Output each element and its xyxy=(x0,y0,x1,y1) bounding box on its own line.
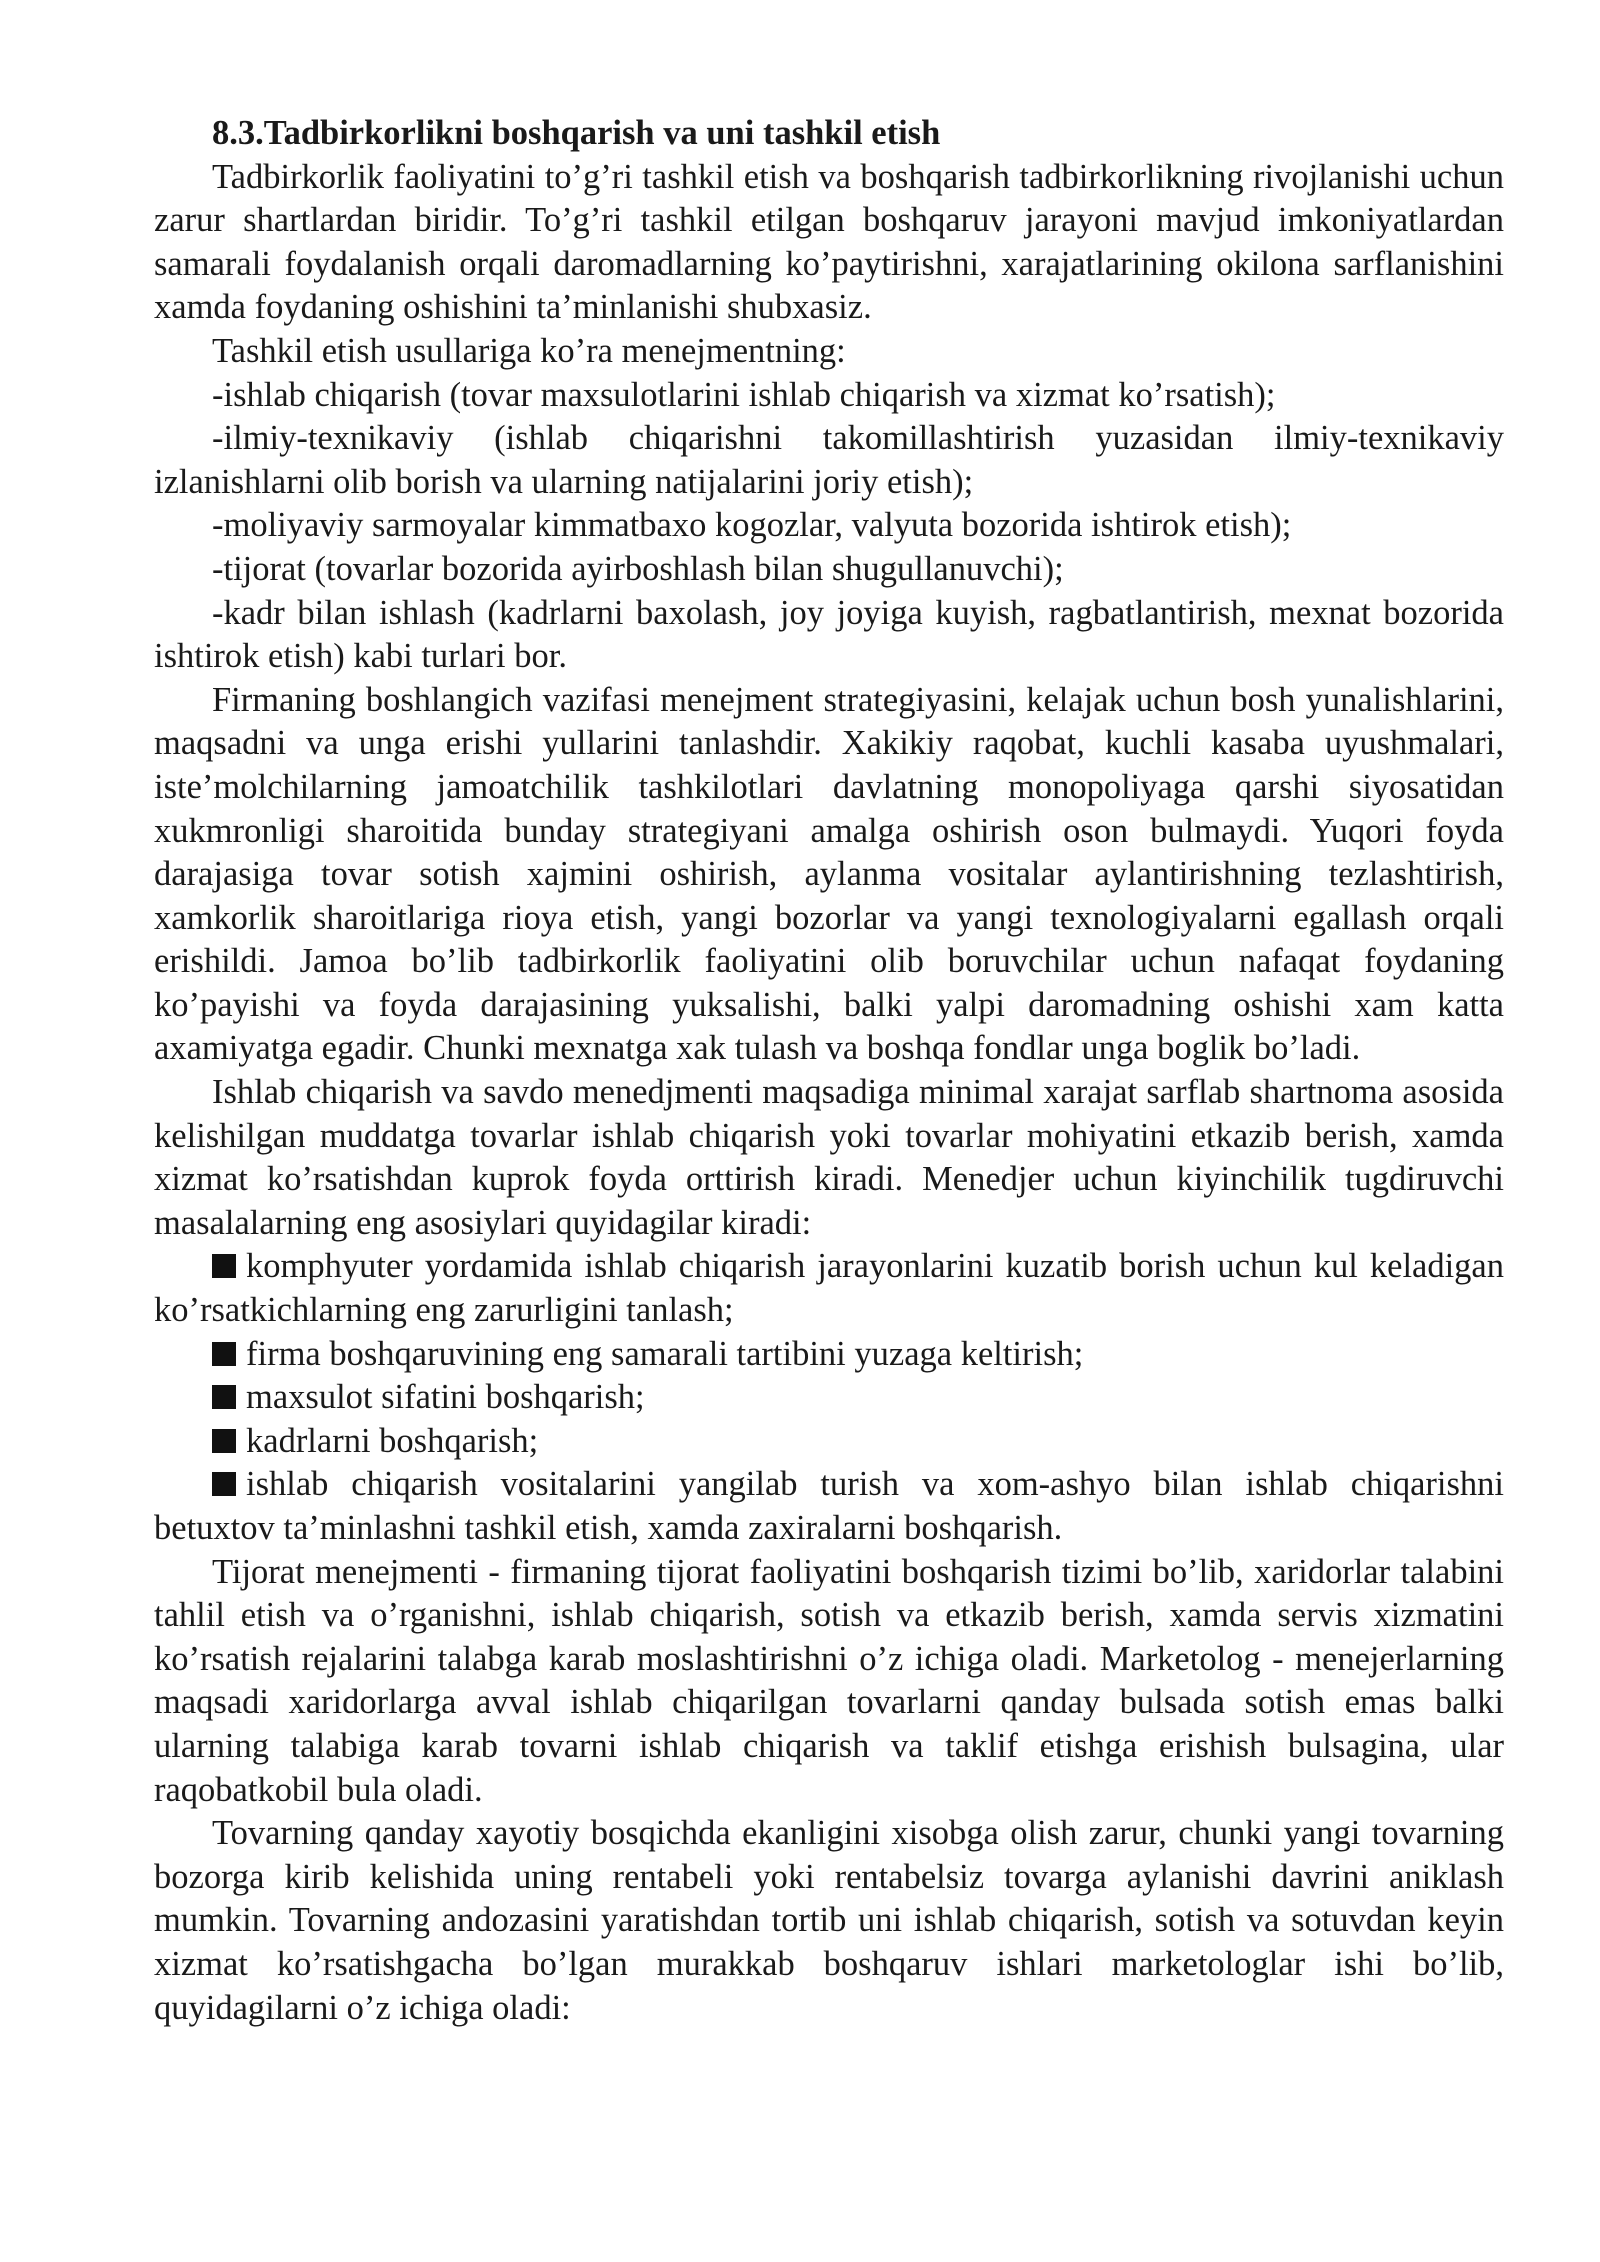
square-bullet-icon xyxy=(212,1385,236,1409)
type-item-production: -ishlab chiqarish (tovar maxsulotlarini ishlab chiqarish va xizmat ko’rsatish); xyxy=(212,375,1276,414)
square-bullet-icon xyxy=(212,1254,236,1278)
bullet-text: ishlab chiqarish vositalarini yangilab turish va xom-ashyo bilan ishlab chiqarishni betuxtov ta’minlashni tashkil etish, xamda zaxiralarni boshqarish. xyxy=(154,1465,1504,1547)
production-paragraph: Ishlab chiqarish va savdo menedjmenti maqsadiga minimal xarajat sarflab shartnoma asosida kelishilgan muddatga tovarlar ishlab chiqarish yoki tovarlar mohiyatini etkazib berish, xamda xizmat ko’rsatishdan kuprok foyda orttirish kiradi. Menedjer uchun kiyinchilik tugdiruvchi masalalarning eng asosiylari quyidagilar kiradi: xyxy=(154,1073,1504,1242)
types-lead-paragraph: Tashkil etish usullariga ko’ra menejmentning: xyxy=(212,331,846,370)
square-bullet-icon xyxy=(212,1342,236,1366)
type-item-financial: -moliyaviy sarmoyalar kimmatbaxo kogozlar, valyuta bozorida ishtirok etish); xyxy=(212,506,1292,545)
type-item-personnel: -kadr bilan ishlash (kadrlarni baxolash, joy joyiga kuyish, ragbatlantirish, mexnat bozorida ishtirok etish) kabi turlari bor. xyxy=(154,593,1504,676)
type-item-commerce: -tijorat (tovarlar bozorida ayirboshlash bilan shugullanuvchi); xyxy=(212,549,1064,588)
type-item-scientific: -ilmiy-texnikaviy (ishlab chiqarishni takomillashtirish yuzasidan ilmiy-texnikaviy izlanishlarni olib borish va ularning natijalarini joriy etish); xyxy=(154,419,1504,501)
bullet-item xyxy=(154,1463,1504,1550)
bullet-item xyxy=(154,1333,1504,1377)
square-bullet-icon xyxy=(212,1429,236,1453)
bullet-item xyxy=(154,1245,1504,1332)
document-page xyxy=(154,112,1504,2030)
commerce-paragraph: Tijorat menejmenti - firmaning tijorat faoliyatini boshqarish tizimi bo’lib, xaridorlar talabini tahlil etish va o’rganishni, ishlab chiqarish, sotish va etkazib berish, xamda servis xizmatini ko’rsatish rejalarini talabga karab moslashtirishni o’z ichiga oladi. Marketolog - menejerlarning maqsadi xaridorlarga avval ishlab chiqarilgan tovarlarni qanday bulsada sotish emas balki ularning talabiga karab tovarni ishlab chiqarish va taklif etishga erishish bulsagina, ular raqobatkobil bula oladi. xyxy=(154,1552,1504,1809)
bullet-item xyxy=(154,1376,1504,1420)
bullet-text: komphyuter yordamida ishlab chiqarish jarayonlarini kuzatib borish uchun kul keladigan ko’rsatkichlarning eng zarurligini tanlash; xyxy=(154,1247,1504,1330)
bullet-text: maxsulot sifatini boshqarish; xyxy=(246,1378,645,1417)
section-heading: 8.3.Tadbirkorlikni boshqarish va uni tashkil etish xyxy=(212,114,941,152)
bullet-item xyxy=(154,1420,1504,1464)
lifecycle-paragraph: Tovarning qanday xayotiy bosqichda ekanligini xisobga olish zarur, chunki yangi tovarning bozorga kirib kelishida uning rentabeli yoki rentabelsiz tovarga aylanishi davrini aniklash mumkin. Tovarning andozasini yaratishdan tortib uni ishlab chiqarish, sotish va sotuvdan keyin xizmat ko’rsatishgacha bo’lgan murakkab boshqaruv ishlari marketologlar ishi bo’lib, quyidagilarni o’z ichiga oladi: xyxy=(154,1814,1504,2027)
bullet-text: kadrlarni boshqarish; xyxy=(246,1421,539,1460)
strategy-paragraph: Firmaning boshlangich vazifasi menejment strategiyasini, kelajak uchun bosh yunalishlarini, maqsadni va unga erishi yullarini tanlashdir. Xakikiy raqobat, kuchli kasaba uyushmalari, iste’molchilarning jamoatchilik tashkilotlari davlatning monopoliyaga qarshi siyosatidan xukmronligi sharoitida bunday strategiyani amalga oshirish oson bulmaydi. Yuqori foyda darajasiga tovar sotish xajmini oshirish, aylanma vositalar aylantirishning tezlashtirish, xamkorlik sharoitlariga rioya etish, yangi bozorlar va yangi texnologiyalarni egallash orqali erishildi. Jamoa bo’lib tadbirkorlik faoliyatini olib boruvchilar uchun nafaqat foydaning ko’payishi va foyda darajasining yuksalishi, balki yalpi daromadning oshishi xam katta axamiyatga egadir. Chunki mexnatga xak tulash va boshqa fondlar unga boglik bo’ladi. xyxy=(154,680,1504,1068)
square-bullet-icon xyxy=(212,1472,236,1496)
intro-paragraph: Tadbirkorlik faoliyatini to’g’ri tashkil etish va boshqarish tadbirkorlikning rivojlanishi uchun zarur shartlardan biridir. To’g’ri tashkil etilgan boshqaruv jarayoni mavjud imkoniyatlardan samarali foydalanish orqali daromadlarning ko’paytirishni, xarajatlarining okilona sarflanishini xamda foydaning oshishini ta’minlanishi shubxasiz. xyxy=(154,157,1504,327)
bullet-text: firma boshqaruvining eng samarali tartibini yuzaga keltirish; xyxy=(246,1334,1084,1373)
